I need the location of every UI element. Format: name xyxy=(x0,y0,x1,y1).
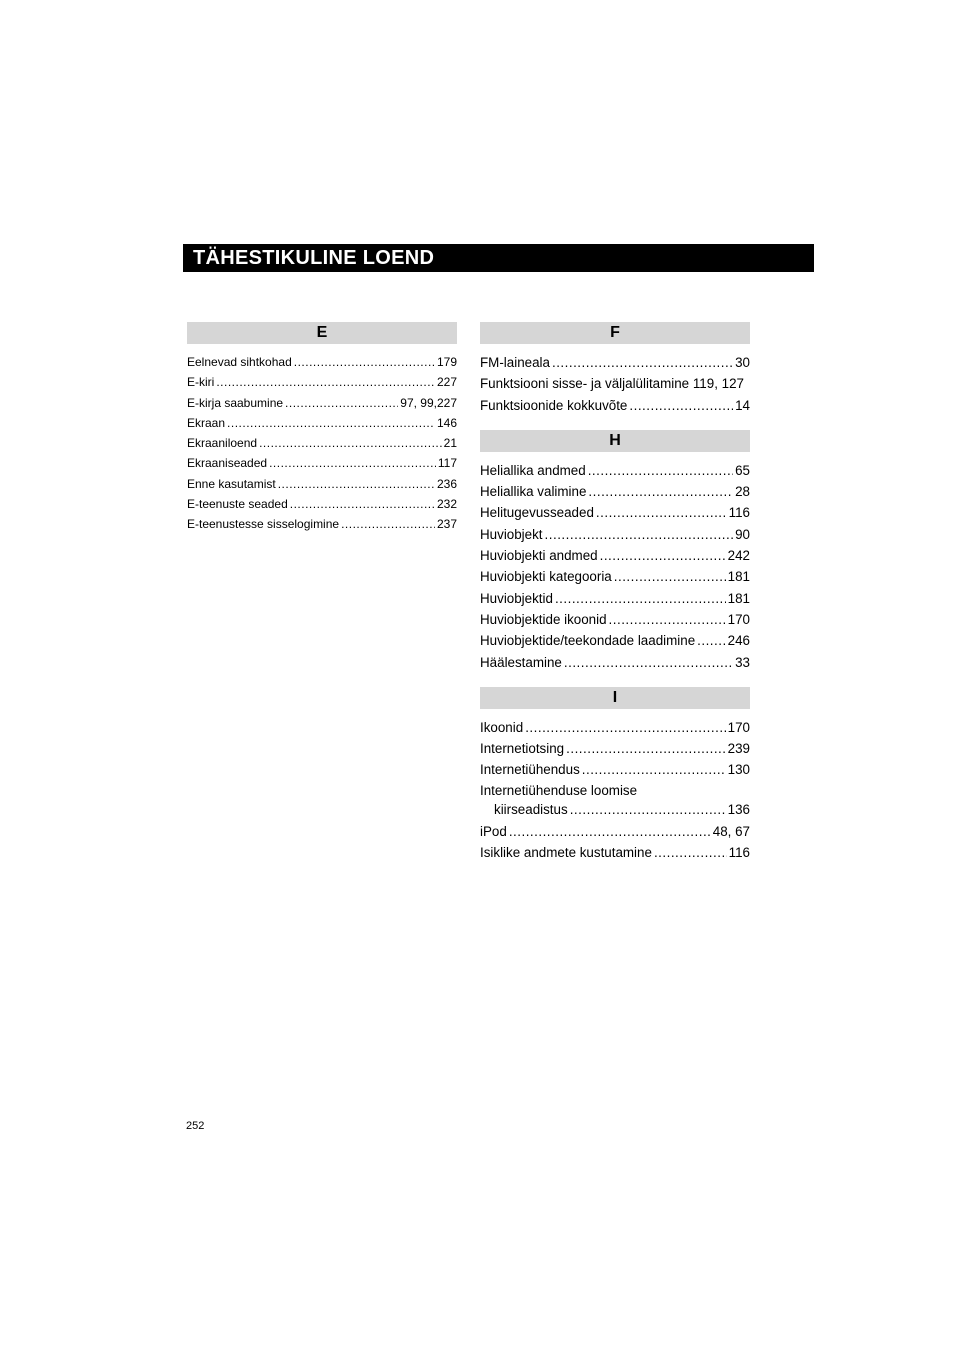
index-column-left xyxy=(187,322,457,549)
index-entry: E-teenustesse sisselogimine ..... 237 xyxy=(187,514,457,534)
index-section-f xyxy=(480,322,750,416)
section-letter: F xyxy=(480,322,750,344)
page-number: 252 xyxy=(186,1120,205,1132)
section-letter: I xyxy=(480,687,750,709)
header-bar xyxy=(183,244,814,272)
index-entry: Funktsioonide kokkuvõte ..... 14 xyxy=(480,395,750,416)
index-entry: Isiklike andmete kustutamine ..... 116 xyxy=(480,842,750,863)
index-entry: Heliallika andmed ..... 65 xyxy=(480,460,750,481)
index-entry: Internetiotsing ..... 239 xyxy=(480,738,750,759)
index-section-i xyxy=(480,687,750,863)
index-column-right xyxy=(480,322,750,877)
index-entry: Eelnevad sihtkohad ..... 179 xyxy=(187,352,457,372)
index-entry: E-kirja saabumine ..... 97, 99,227 xyxy=(187,393,457,413)
index-entry: Helitugevusseaded ..... 116 xyxy=(480,502,750,523)
index-entry: Ekraaniseaded ..... 117 xyxy=(187,453,457,473)
index-entry: Huviobjektid ..... 181 xyxy=(480,588,750,609)
index-entry: Huviobjekt ..... 90 xyxy=(480,524,750,545)
index-entry: Huviobjektide/teekondade laadimine ..... 246 xyxy=(480,630,750,651)
page-title: TÄHESTIKULINE LOEND xyxy=(193,247,435,269)
index-entry: Ekraaniloend ..... 21 xyxy=(187,433,457,453)
index-entry: Internetiühendus ..... 130 xyxy=(480,759,750,780)
index-entry: Funktsiooni sisse- ja väljalülitamine 119, 127 xyxy=(480,376,744,392)
index-entry: E-kiri ..... 227 xyxy=(187,372,457,392)
index-entry: Huviobjekti kategooria ..... 181 xyxy=(480,566,750,587)
section-letter: E xyxy=(187,322,457,344)
index-entry: Häälestamine ..... 33 xyxy=(480,652,750,673)
index-section-e xyxy=(187,322,457,535)
index-entry: Internetiühenduse loomise kiirseadistus ..... 136 xyxy=(480,781,750,821)
index-entry: E-teenuste seaded ..... 232 xyxy=(187,494,457,514)
index-section-h xyxy=(480,430,750,673)
index-entry: Ikoonid ..... 170 xyxy=(480,717,750,738)
section-letter: H xyxy=(480,430,750,452)
index-entry: Heliallika valimine ..... 28 xyxy=(480,481,750,502)
index-entry: FM-laineala ..... 30 xyxy=(480,352,750,373)
index-entry: Huviobjektide ikoonid ..... 170 xyxy=(480,609,750,630)
index-entry: Ekraan ..... 146 xyxy=(187,413,457,433)
index-entry: iPod ..... 48, 67 xyxy=(480,821,750,842)
index-entry: Enne kasutamist ..... 236 xyxy=(187,474,457,494)
index-entry: Huviobjekti andmed ..... 242 xyxy=(480,545,750,566)
